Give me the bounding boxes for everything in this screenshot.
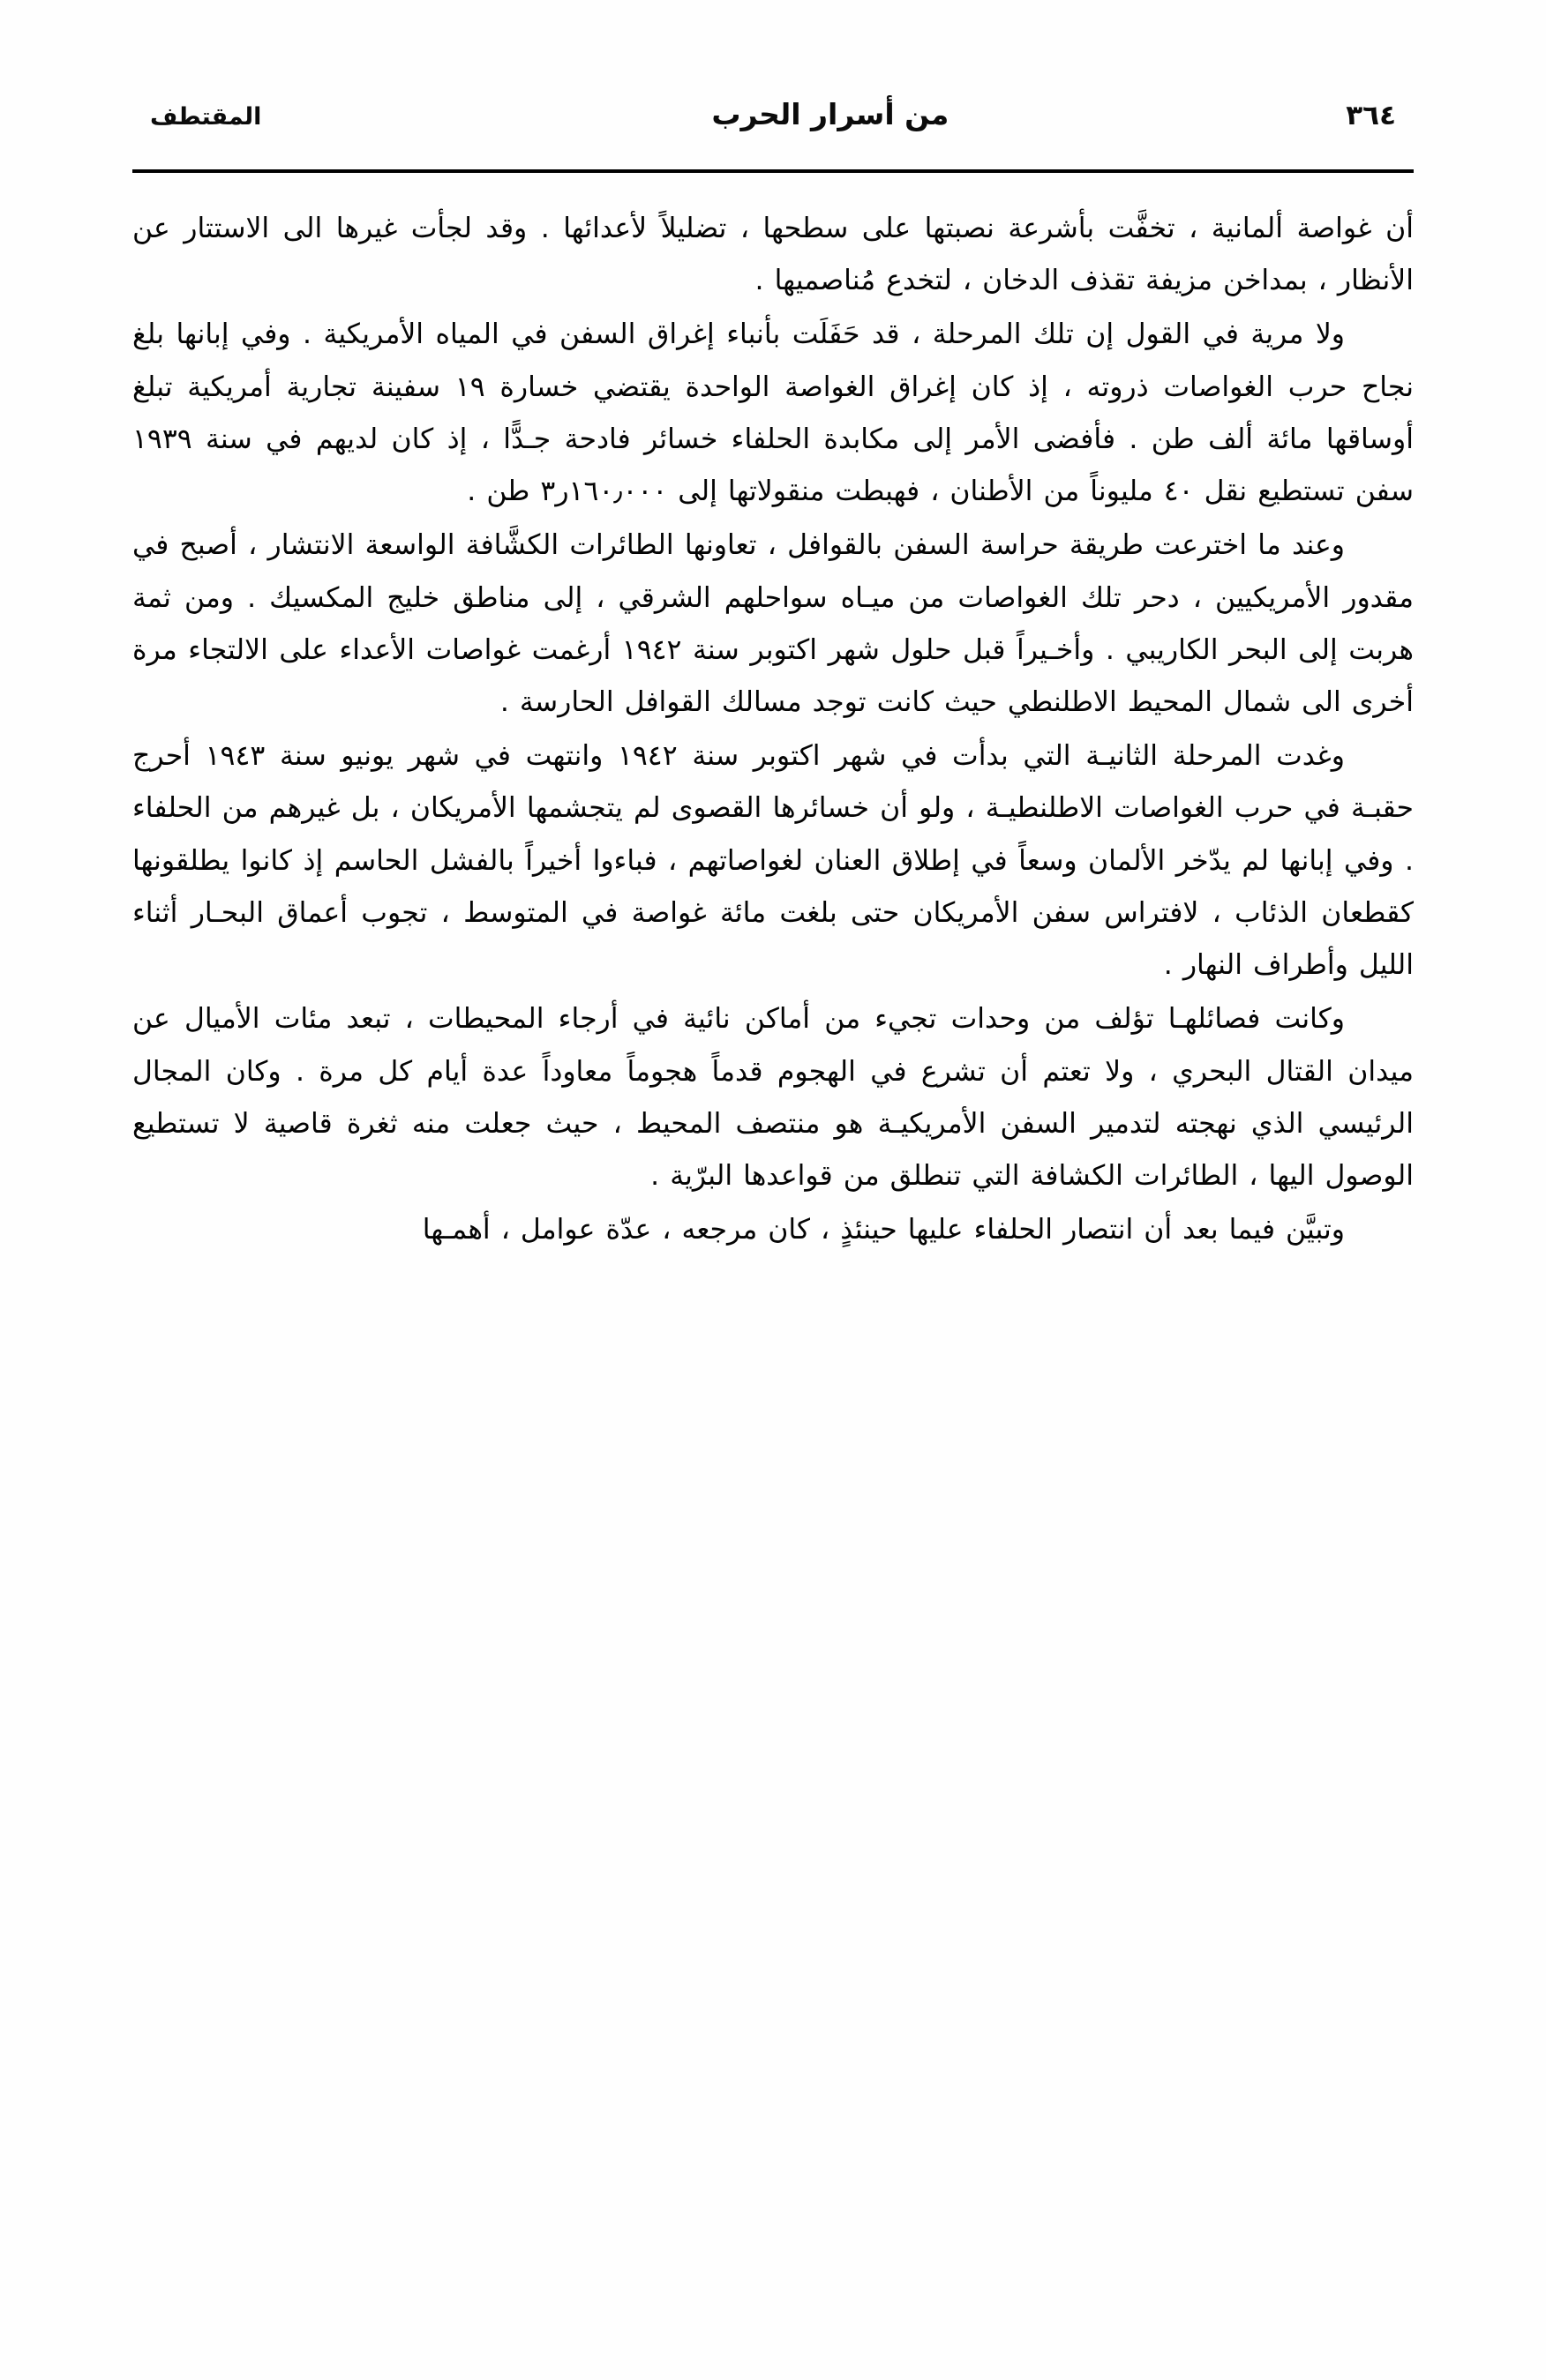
running-title: من أسرار الحرب: [711, 97, 949, 131]
page-header: [132, 97, 1414, 150]
page-content-area: [132, 97, 1414, 2327]
paragraph: وكانت فصائلهـا تؤلف من وحدات تجيء من أماكن نائية في أرجاء المحيطات ، تبعد مئات الأميال عن ميدان القتال البحري ، ولا تعتم أن تشرع في الهجوم قدماً هجوماً معاوداً عدة أيام كل مرة . وكان المجال الرئيسي الذي نهجته لتدمير السفن الأمريكيـة هو منتصف المحيط ، حيث جعلت منه ثغرة قاصية لا تستطيع الوصول اليها ، الطائرات الكشافة التي تنطلق من قواعدها البرّية .: [132, 1003, 1414, 1192]
paragraph: ولا مرية في القول إن تلك المرحلة ، قد حَفَلَت بأنباء إغراق السفن في المياه الأمريكية . وفي إبانها بلغ نجاح حرب الغواصات ذروته ، إذ كان إغراق الغواصة الواحدة يقتضي خسارة ١٩ سفينة تجارية أمريكية تبلغ أوساقها مائة ألف طن . فأفضى الأمر إلى مكابدة الحلفاء خسائر فادحة جـدًّا ، إذ كان لديهم في سنة ١٩٣٩ سفن تستطيع نقل ٤٠ مليوناً من الأطنان ، فهبطت منقولاتها إلى ١٦٠٫٠٠٠ر٣ طن .: [132, 318, 1414, 508]
paragraph: وعند ما اخترعت طريقة حراسة السفن بالقوافل ، تعاونها الطائرات الكشَّافة الواسعة الانتشار ، أصبح في مقدور الأمريكيين ، دحر تلك الغواصات من ميـاه سواحلهم الشرقي ، إلى مناطق خليج المكسيك . ومن ثمة هربت إلى البحر الكاريبي . وأخـيراً قبل حلول شهر اكتوبر سنة ١٩٤٢ أرغمت غواصات الأعداء على الالتجاء مرة أخرى الى شمال المحيط الاطلنطي حيث كانت توجد مسالك القوافل الحارسة .: [132, 529, 1414, 718]
paragraph: وتبيَّن فيما بعد أن انتصار الحلفاء عليها حينئذٍ ، كان مرجعه ، عدّة عوامل ، أهمـها: [422, 1214, 1345, 1246]
header-divider: [132, 169, 1414, 173]
paragraph: وغدت المرحلة الثانيـة التي بدأت في شهر اكتوبر سنة ١٩٤٢ وانتهت في شهر يونيو سنة ١٩٤٣ أحرج حقبـة في حرب الغواصات الاطلنطيـة ، ولو أن خسائرها القصوى لم يتجشمها الأمريكان ، بل غيرهم من الحلفاء . وفي إبانها لم يدّخر الألمان وسعاً في إطلاق العنان لغواصاتهم ، فباءوا أخيراً بالفشل الحاسم إذ كانوا يطلقونها كقطعان الذئاب ، لافتراس سفن الأمريكان حتى بلغت مائة غواصة في المتوسط ، تجوب أعماق البحـار أثناء الليل وأطراف النهار .: [132, 740, 1414, 982]
book-mark-label: المقتطف: [150, 103, 262, 131]
paragraph: أن غواصة ألمانية ، تخفَّت بأشرعة نصبتها على سطحها ، تضليلاً لأعدائها . وقد لجأت غيرها الى الاستتار عن الأنظار ، بمداخن مزيفة تقذف الدخان ، لتخدع مُناصميها .: [132, 213, 1414, 297]
page-number: ٣٦٤: [1346, 100, 1396, 131]
body-text: [132, 203, 1414, 1256]
